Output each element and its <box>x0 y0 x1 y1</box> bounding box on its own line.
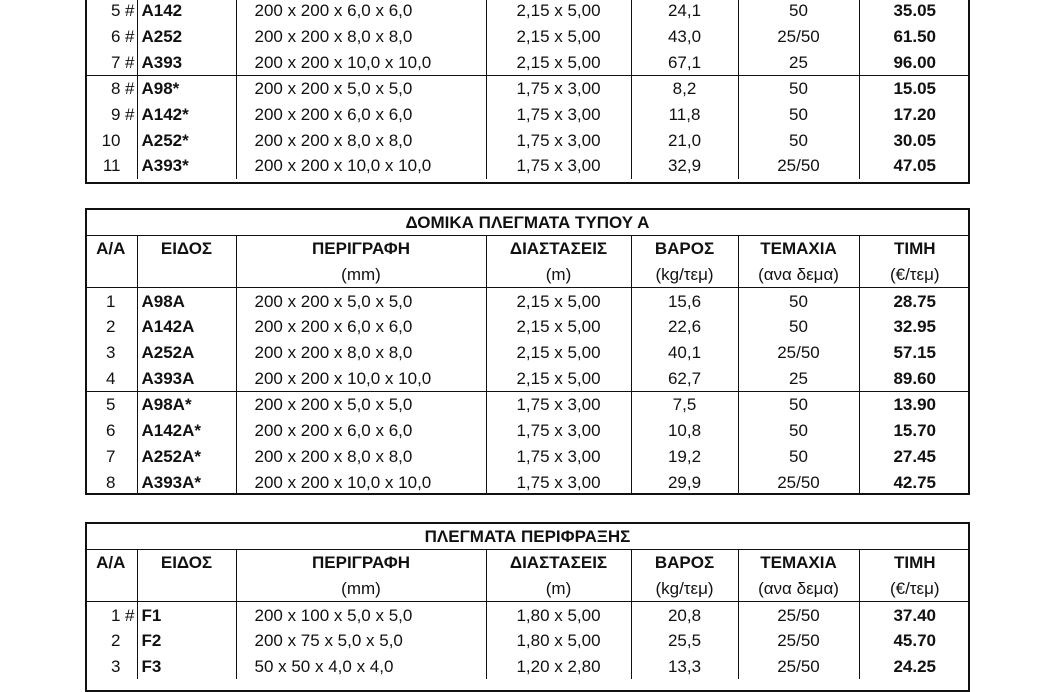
product-code: A142A <box>137 314 236 340</box>
units-pieces: (ανα δεμα) <box>738 262 859 288</box>
header-aa: Α/Α <box>85 236 137 262</box>
description: 200 x 200 x 6,0 x 6,0 <box>236 314 486 340</box>
dimensions: 1,75 x 3,00 <box>486 418 631 444</box>
pieces-per-bundle: 50 <box>738 418 859 444</box>
table-row <box>85 418 970 444</box>
description: 200 x 200 x 8,0 x 8,0 <box>236 24 486 50</box>
row-number-value: 5 <box>111 1 121 21</box>
table-row <box>85 76 970 102</box>
pieces-per-bundle: 50 <box>738 392 859 418</box>
product-code: A98* <box>137 76 236 102</box>
table-fencing <box>85 524 970 679</box>
description: 200 x 200 x 10,0 x 10,0 <box>236 469 486 495</box>
pieces-per-bundle: 25/50 <box>738 628 859 654</box>
row-number <box>85 392 137 418</box>
dimensions: 2,15 x 5,00 <box>486 365 631 391</box>
hash-mark: # <box>125 79 135 99</box>
table-row <box>85 628 970 654</box>
description: 200 x 200 x 8,0 x 8,0 <box>236 340 486 366</box>
dimensions: 1,75 x 3,00 <box>486 153 631 179</box>
weight: 40,1 <box>631 340 738 366</box>
price: 15.05 <box>859 76 970 102</box>
pieces-per-bundle: 50 <box>738 102 859 128</box>
weight: 22,6 <box>631 314 738 340</box>
header-code: ΕΙΔΟΣ <box>137 550 236 576</box>
dimensions: 2,15 x 5,00 <box>486 49 631 75</box>
row-number-value: 8 <box>111 79 121 99</box>
row-number <box>85 314 137 340</box>
description: 200 x 200 x 8,0 x 8,0 <box>236 444 486 470</box>
pieces-per-bundle: 25/50 <box>738 469 859 495</box>
table-row <box>85 469 970 495</box>
dimensions: 2,15 x 5,00 <box>486 314 631 340</box>
description: 200 x 200 x 10,0 x 10,0 <box>236 365 486 391</box>
row-number <box>85 469 137 495</box>
description: 200 x 200 x 10,0 x 10,0 <box>236 153 486 179</box>
row-number <box>85 365 137 391</box>
table-a-title-row <box>85 210 970 236</box>
pieces-per-bundle: 50 <box>738 127 859 153</box>
description: 200 x 200 x 5,0 x 5,0 <box>236 76 486 102</box>
top-mesh-table <box>85 0 970 179</box>
pieces-per-bundle: 25 <box>738 49 859 75</box>
row-number-value: 9 <box>111 105 121 125</box>
weight: 20,8 <box>631 602 738 628</box>
row-number-value: 1 <box>106 291 116 311</box>
dimensions: 1,75 x 3,00 <box>486 127 631 153</box>
row-number <box>85 76 137 102</box>
weight: 11,8 <box>631 102 738 128</box>
product-code: F1 <box>137 602 236 628</box>
product-code: A252 <box>137 24 236 50</box>
product-code: A252A <box>137 340 236 366</box>
dimensions: 2,15 x 5,00 <box>486 340 631 366</box>
hash-mark: # <box>125 27 135 47</box>
row-number-value: 5 <box>106 395 116 415</box>
units-empty-code <box>137 262 236 288</box>
price: 61.50 <box>893 27 937 47</box>
pieces-per-bundle: 50 <box>738 314 859 340</box>
weight: 13,3 <box>631 654 738 680</box>
table-f-units-row <box>85 576 970 602</box>
row-number <box>85 288 137 314</box>
table-row <box>85 288 970 314</box>
product-code: A142* <box>137 102 236 128</box>
header-dim: ΔΙΑΣΤΑΣΕΙΣ <box>486 550 631 576</box>
pieces-per-bundle: 50 <box>738 76 859 102</box>
row-number-value: 3 <box>106 343 116 363</box>
row-number-value: 3 <box>111 657 121 677</box>
row-number <box>85 0 137 24</box>
row-number <box>85 340 137 366</box>
weight: 32,9 <box>631 153 738 179</box>
weight: 21,0 <box>631 127 738 153</box>
price: 42.75 <box>893 472 937 492</box>
row-number-value: 7 <box>106 446 116 466</box>
price: 15.70 <box>893 421 937 441</box>
pieces-per-bundle: 25 <box>738 365 859 391</box>
weight: 24,1 <box>631 0 738 24</box>
table-a-units-row <box>85 262 970 288</box>
row-number-value: 4 <box>106 368 116 388</box>
description: 200 x 200 x 6,0 x 6,0 <box>236 102 486 128</box>
units-weight: (kg/τεμ) <box>631 262 738 288</box>
units-dim: (m) <box>486 262 631 288</box>
row-number <box>85 654 137 680</box>
pieces-per-bundle: 25/50 <box>738 602 859 628</box>
weight: 43,0 <box>631 24 738 50</box>
weight: 67,1 <box>631 49 738 75</box>
weight: 7,5 <box>631 392 738 418</box>
table-row <box>85 392 970 418</box>
row-number <box>85 602 137 628</box>
table-row <box>85 365 970 391</box>
price: 32.95 <box>893 317 937 337</box>
product-code: F2 <box>137 628 236 654</box>
units-dim: (m) <box>486 576 631 602</box>
dimensions: 1,75 x 3,00 <box>486 76 631 102</box>
description: 200 x 100 x 5,0 x 5,0 <box>236 602 486 628</box>
header-desc: ΠΕΡΙΓΡΑΦΗ <box>236 550 486 576</box>
units-weight: (kg/τεμ) <box>631 576 738 602</box>
header-dim: ΔΙΑΣΤΑΣΕΙΣ <box>486 236 631 262</box>
hash-mark: # <box>125 605 135 625</box>
table-row <box>85 127 970 153</box>
row-number-value: 2 <box>106 317 116 337</box>
product-code: A393A* <box>137 469 236 495</box>
price: 37.40 <box>893 605 937 625</box>
price: 89.60 <box>893 368 937 388</box>
header-code: ΕΙΔΟΣ <box>137 236 236 262</box>
product-code: A393* <box>137 153 236 179</box>
table-row <box>85 49 970 75</box>
pieces-per-bundle: 25/50 <box>738 153 859 179</box>
row-number-value: 6 <box>106 421 116 441</box>
dimensions: 2,15 x 5,00 <box>486 24 631 50</box>
pieces-per-bundle: 50 <box>738 0 859 24</box>
weight: 10,8 <box>631 418 738 444</box>
units-empty-code <box>137 576 236 602</box>
weight: 19,2 <box>631 444 738 470</box>
dimensions: 2,15 x 5,00 <box>486 0 631 24</box>
units-empty-aa <box>85 576 137 602</box>
price: 30.05 <box>893 130 937 150</box>
units-empty-aa <box>85 262 137 288</box>
product-code: A98A* <box>137 392 236 418</box>
row-number <box>85 49 137 75</box>
weight: 15,6 <box>631 288 738 314</box>
price: 45.70 <box>893 631 937 651</box>
table-row <box>85 340 970 366</box>
row-number <box>85 153 137 179</box>
hash-mark: # <box>125 52 135 72</box>
units-desc: (mm) <box>236 262 486 288</box>
table-f-header-row <box>85 550 970 576</box>
row-number-value: 6 <box>111 27 121 47</box>
pieces-per-bundle: 50 <box>738 288 859 314</box>
pieces-per-bundle: 25/50 <box>738 340 859 366</box>
table-row <box>85 0 970 24</box>
description: 200 x 200 x 8,0 x 8,0 <box>236 127 486 153</box>
row-number-value: 2 <box>111 631 121 651</box>
row-number <box>85 127 137 153</box>
price: 17.20 <box>893 105 937 125</box>
table-f-title-row <box>85 524 970 550</box>
price: 96.00 <box>893 52 937 72</box>
dimensions: 1,75 x 3,00 <box>486 444 631 470</box>
table-f-title: ΠΛΕΓΜΑΤΑ ΠΕΡΙΦΡΑΞΗΣ <box>85 524 970 550</box>
price: 47.05 <box>893 156 937 176</box>
header-desc: ΠΕΡΙΓΡΑΦΗ <box>236 236 486 262</box>
row-number <box>85 444 137 470</box>
table-row <box>85 654 970 680</box>
pieces-per-bundle: 50 <box>738 444 859 470</box>
dimensions: 1,75 x 3,00 <box>486 102 631 128</box>
header-aa: Α/Α <box>85 550 137 576</box>
table-a-body <box>85 288 970 495</box>
units-price: (€/τεμ) <box>859 262 970 288</box>
description: 200 x 200 x 5,0 x 5,0 <box>236 392 486 418</box>
table-type-a <box>85 210 970 495</box>
price: 27.45 <box>893 446 937 466</box>
weight: 29,9 <box>631 469 738 495</box>
row-number-value: 1 <box>111 605 121 625</box>
price: 57.15 <box>893 343 937 363</box>
table-a-title: ΔΟΜΙΚΑ ΠΛΕΓΜΑΤΑ ΤΥΠΟΥ Α <box>85 210 970 236</box>
dimensions: 1,80 x 5,00 <box>486 628 631 654</box>
description: 200 x 75 x 5,0 x 5,0 <box>236 628 486 654</box>
units-desc: (mm) <box>236 576 486 602</box>
table-row <box>85 24 970 50</box>
hash-mark: # <box>125 1 135 21</box>
header-pieces: ΤΕΜΑΧΙΑ <box>738 236 859 262</box>
table-a-header-row <box>85 236 970 262</box>
description: 200 x 200 x 6,0 x 6,0 <box>236 0 486 24</box>
product-code: A393A <box>137 365 236 391</box>
top-table-body <box>85 0 970 179</box>
description: 200 x 200 x 5,0 x 5,0 <box>236 288 486 314</box>
header-weight: ΒΑΡΟΣ <box>631 550 738 576</box>
product-code: A142A* <box>137 418 236 444</box>
product-code: A393 <box>137 49 236 75</box>
table-row <box>85 444 970 470</box>
table-f-body <box>85 602 970 680</box>
header-price: ΤΙΜΗ <box>893 239 936 259</box>
product-code: F3 <box>137 654 236 680</box>
row-number-value: 11 <box>102 156 121 176</box>
weight: 25,5 <box>631 628 738 654</box>
product-code: A252* <box>137 127 236 153</box>
row-number <box>85 24 137 50</box>
row-number-value: 8 <box>106 472 116 492</box>
price: 28.75 <box>893 291 937 311</box>
description: 50 x 50 x 4,0 x 4,0 <box>236 654 486 680</box>
dimensions: 1,75 x 3,00 <box>486 392 631 418</box>
row-number <box>85 418 137 444</box>
product-code: A142 <box>137 0 236 24</box>
table-row <box>85 602 970 628</box>
price: 13.90 <box>859 392 970 418</box>
price: 24.25 <box>893 657 937 677</box>
table-row <box>85 102 970 128</box>
dimensions: 1,20 x 2,80 <box>486 654 631 680</box>
header-pieces: ΤΕΜΑΧΙΑ <box>738 550 859 576</box>
description: 200 x 200 x 6,0 x 6,0 <box>236 418 486 444</box>
header-weight: ΒΑΡΟΣ <box>631 236 738 262</box>
dimensions: 1,75 x 3,00 <box>486 469 631 495</box>
hash-mark: # <box>125 105 135 125</box>
weight: 8,2 <box>631 76 738 102</box>
dimensions: 1,80 x 5,00 <box>486 602 631 628</box>
table-row <box>85 153 970 179</box>
row-number <box>85 628 137 654</box>
description: 200 x 200 x 10,0 x 10,0 <box>236 49 486 75</box>
units-price: (€/τεμ) <box>859 576 970 602</box>
row-number-value: 10 <box>101 130 121 150</box>
row-number-value: 7 <box>111 52 121 72</box>
price: 35.05 <box>893 1 937 21</box>
weight: 62,7 <box>631 365 738 391</box>
header-price: ΤΙΜΗ <box>893 553 936 573</box>
units-pieces: (ανα δεμα) <box>738 576 859 602</box>
dimensions: 2,15 x 5,00 <box>486 288 631 314</box>
pieces-per-bundle: 25/50 <box>738 24 859 50</box>
table-row <box>85 314 970 340</box>
product-code: A252A* <box>137 444 236 470</box>
product-code: A98A <box>137 288 236 314</box>
row-number <box>85 102 137 128</box>
pieces-per-bundle: 25/50 <box>738 654 859 680</box>
